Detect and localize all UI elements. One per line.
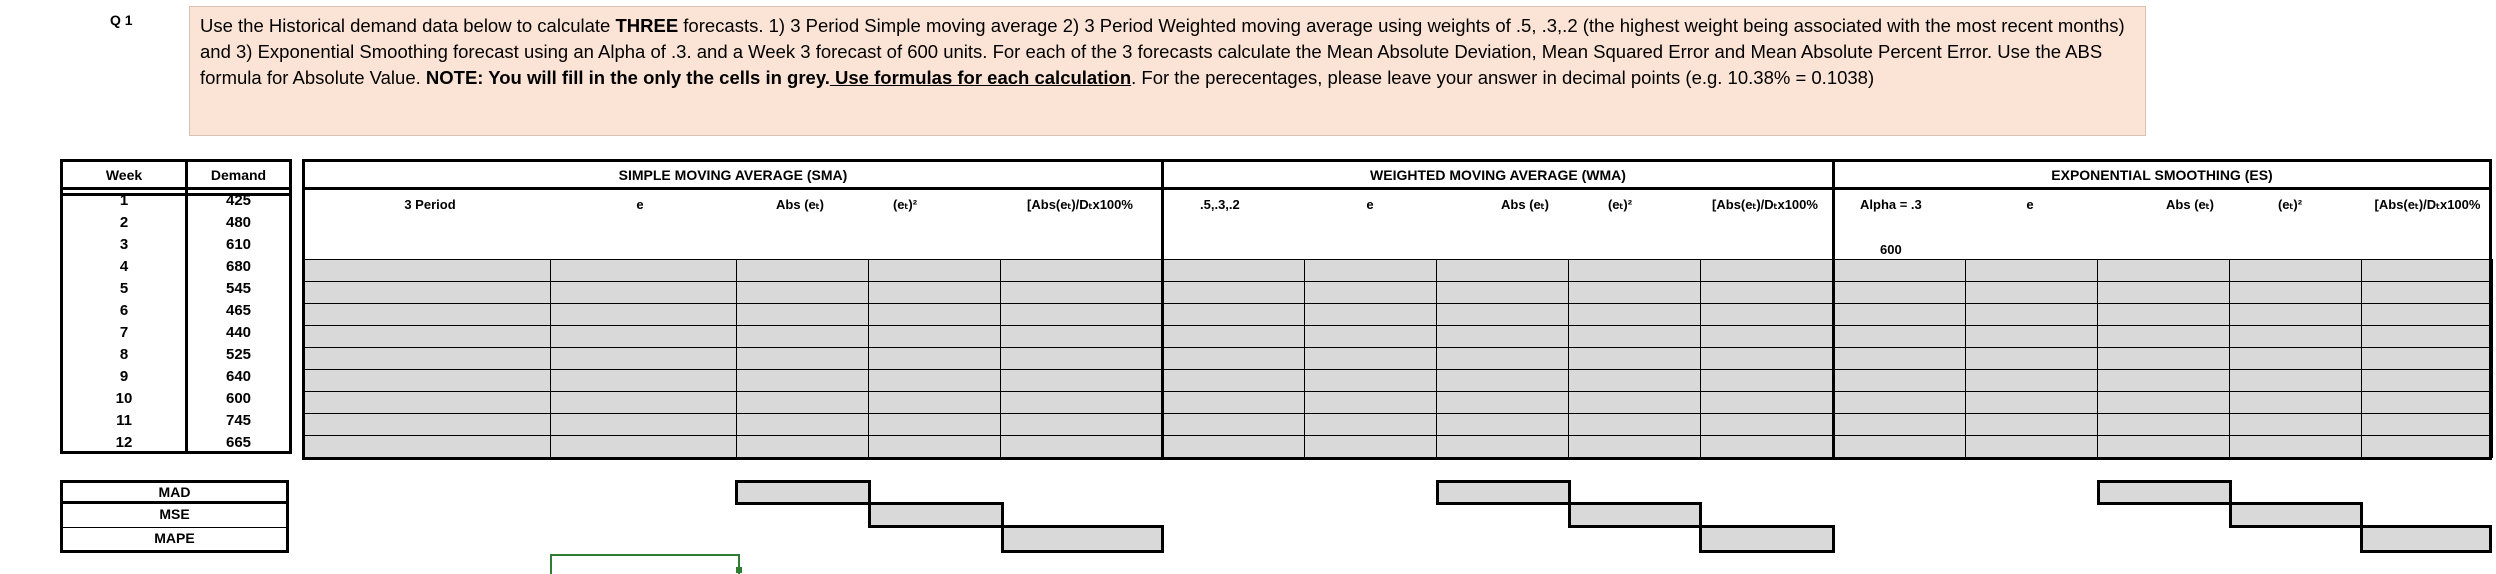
instructions-text-3: . For the perecentages, please leave your answer in decimal points (e.g. 10.38% = 0.1038) [1131, 67, 1875, 88]
demand-cell: 465 [185, 300, 292, 322]
es-mad-input[interactable] [2097, 480, 2232, 505]
demand-cell: 600 [185, 388, 292, 410]
demand-cell: 665 [185, 432, 292, 454]
instructions-box [189, 6, 2146, 136]
demand-cell: 425 [185, 190, 292, 212]
question-label: Q 1 [110, 12, 133, 28]
demand-cell: 680 [185, 256, 292, 278]
week-cell: 10 [60, 388, 188, 410]
wma-col-abs: Abs (eₜ) [1501, 197, 1549, 212]
header-divider [60, 193, 292, 196]
sma-col-abs: Abs (eₜ) [776, 197, 824, 212]
mad-label: MAD [60, 480, 289, 504]
mape-label: MAPE [60, 527, 289, 553]
week-cell: 4 [60, 256, 188, 278]
es-col-sq: (eₜ)² [2277, 197, 2303, 212]
es-week3-forecast: 600 [1880, 242, 1902, 257]
es-grid-border [1832, 259, 2492, 460]
wma-mape-input[interactable] [1699, 525, 1835, 553]
week-cell: 1 [60, 190, 188, 212]
week-cell: 6 [60, 300, 188, 322]
wma-grid-border [1161, 259, 1835, 460]
es-col-alpha: Alpha = .3 [1860, 197, 1922, 212]
week-cell: 12 [60, 432, 188, 454]
instructions-text-2: forecasts. 1) 3 Period Simple moving average 2) 3 Period Weighted moving average using weights of .5, .3,.2 (the highest weight being associated with the most recent months) and 3) Exponential Smoothing forecast using an Alpha of .3. and a Week 3 forecast of 600 units. For each of the 3 forecasts calculate the Mean Absolute Deviation, Mean Squared Error and Mean Absolute Percent Error. Use the ABS formula for Absolute Value. [200, 15, 2125, 88]
wma-title: WEIGHTED MOVING AVERAGE (WMA) [1161, 159, 1835, 190]
es-mape-input[interactable] [2360, 525, 2492, 553]
es-col-e: e [2026, 197, 2034, 212]
wma-mse-input[interactable] [1568, 502, 1702, 528]
sma-mad-input[interactable] [735, 480, 871, 505]
cell-selection-box[interactable] [550, 554, 740, 574]
demand-cell: 545 [185, 278, 292, 300]
demand-header: Demand [185, 159, 292, 190]
sma-mape-input[interactable] [1001, 525, 1164, 553]
sma-grid-border [302, 259, 1164, 460]
instructions-text-1: Use the Historical demand data below to calculate [200, 15, 616, 36]
demand-cell: 640 [185, 366, 292, 388]
demand-cell: 480 [185, 212, 292, 234]
wma-col-pct: [Abs(eₜ)/Dₜx100% [1712, 197, 1818, 212]
demand-cell: 525 [185, 344, 292, 366]
sma-col-sq: (eₜ)² [892, 197, 918, 212]
wma-col-weights: .5,.3,.2 [1200, 197, 1240, 212]
week-cell: 7 [60, 322, 188, 344]
es-col-pct: [Abs(eₜ)/Dₜx100% [2374, 197, 2481, 212]
wma-col-e: e [1366, 197, 1374, 212]
sma-col-e: e [636, 197, 644, 212]
instructions-formulas: Use formulas for each calculation [829, 67, 1132, 88]
es-title: EXPONENTIAL SMOOTHING (ES) [1832, 159, 2492, 190]
mse-label: MSE [60, 504, 289, 528]
sma-mse-input[interactable] [868, 502, 1004, 528]
sma-col-3period: 3 Period [404, 197, 456, 212]
wma-mad-input[interactable] [1436, 480, 1571, 505]
fill-handle[interactable] [736, 567, 742, 573]
week-cell: 2 [60, 212, 188, 234]
week-cell: 8 [60, 344, 188, 366]
sma-title: SIMPLE MOVING AVERAGE (SMA) [302, 159, 1164, 190]
week-cell: 3 [60, 234, 188, 256]
week-header: Week [60, 159, 188, 190]
week-cell: 11 [60, 410, 188, 432]
instructions-bold-three: THREE [615, 15, 679, 36]
week-cell: 9 [60, 366, 188, 388]
instructions-note: NOTE: You will fill in the only the cells in grey. [425, 67, 830, 88]
demand-cell: 440 [185, 322, 292, 344]
es-mse-input[interactable] [2229, 502, 2363, 528]
es-col-abs: Abs (eₜ) [2166, 197, 2214, 212]
sma-col-pct: [Abs(eₜ)/Dₜx100% [1027, 197, 1133, 212]
demand-cell: 610 [185, 234, 292, 256]
demand-cell: 745 [185, 410, 292, 432]
week-cell: 5 [60, 278, 188, 300]
wma-col-sq: (eₜ)² [1607, 197, 1633, 212]
